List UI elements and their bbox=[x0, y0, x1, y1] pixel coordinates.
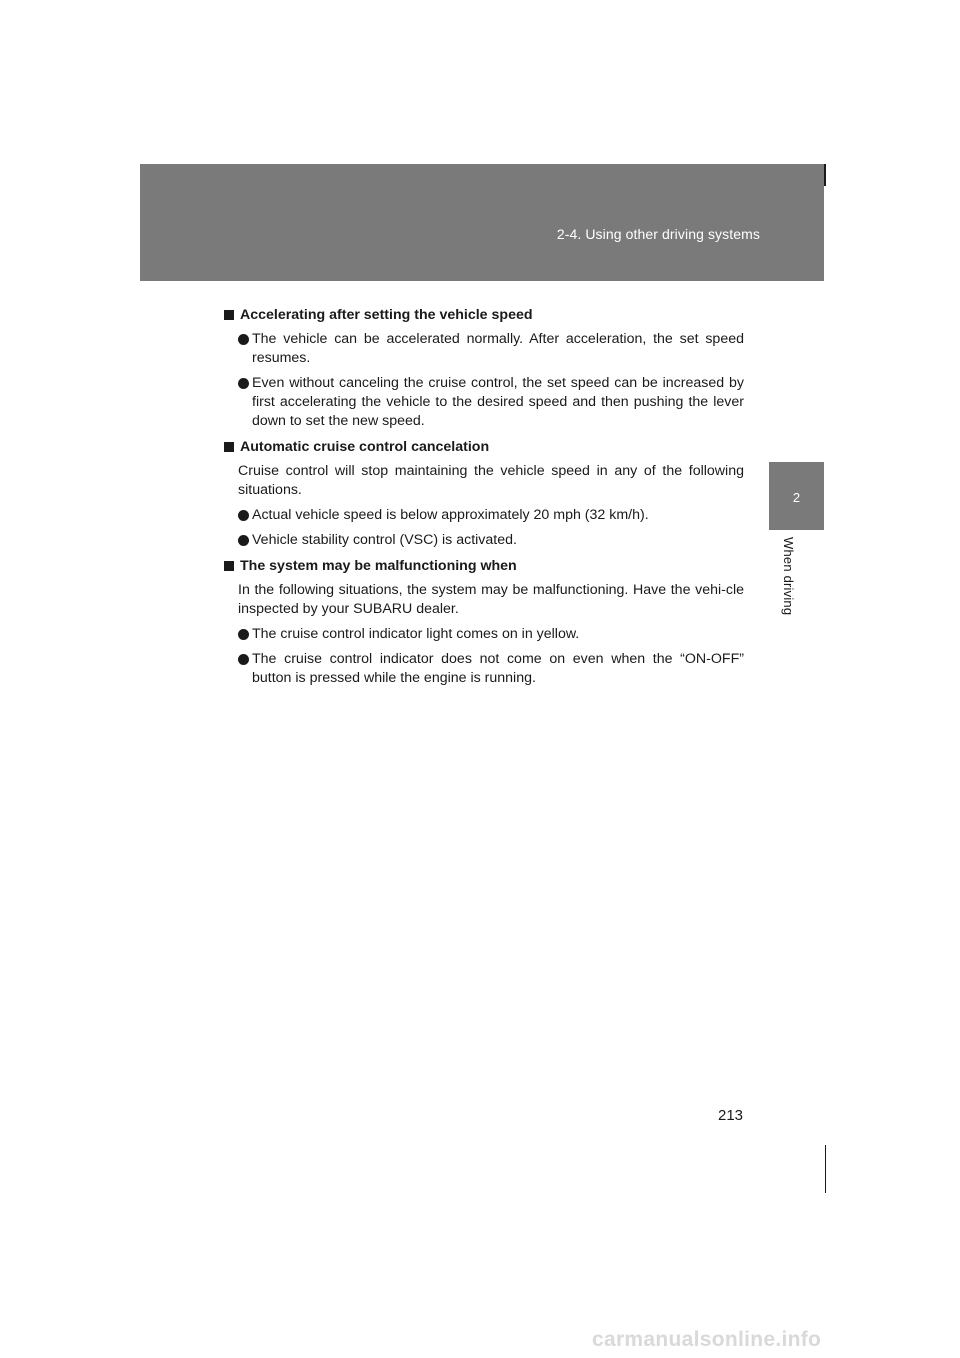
section-title: 2-4. Using other driving systems bbox=[556, 226, 760, 242]
watermark-text: carmanualsonline.info bbox=[592, 1328, 822, 1351]
section-heading: Automatic cruise control cancelation bbox=[224, 438, 744, 457]
section-block bbox=[224, 557, 744, 688]
chapter-label: When driving bbox=[781, 537, 796, 616]
page-content bbox=[224, 306, 744, 695]
round-bullet-icon bbox=[238, 654, 249, 665]
section-intro: In the following situations, the system may be malfunctioning. Have the vehi-cle inspected by your SUBARU dealer. bbox=[238, 582, 744, 617]
footer-rule bbox=[825, 1145, 826, 1193]
chapter-number: 2 bbox=[792, 490, 801, 505]
round-bullet-icon bbox=[238, 535, 249, 546]
section-heading: Accelerating after setting the vehicle speed bbox=[224, 306, 744, 325]
square-bullet-icon bbox=[224, 561, 234, 571]
bullet-item: Even without canceling the cruise control, the set speed can be increased by first accelerating the vehicle to the desired speed and then pushing the lever down to set the new speed. bbox=[224, 374, 744, 431]
bullet-item: Actual vehicle speed is below approximately 20 mph (32 km/h). bbox=[224, 506, 744, 525]
chapter-tab bbox=[769, 462, 824, 530]
bullet-item: The cruise control indicator does not come on even when the “ON-OFF” button is pressed while the engine is running. bbox=[224, 650, 744, 688]
bullet-item: The cruise control indicator light comes on in yellow. bbox=[224, 625, 744, 644]
corner-mark bbox=[824, 164, 826, 186]
header-band bbox=[140, 164, 824, 281]
section-intro: Cruise control will stop maintaining the vehicle speed in any of the following situations. bbox=[238, 463, 744, 498]
bullet-item: Vehicle stability control (VSC) is activated. bbox=[224, 531, 744, 550]
round-bullet-icon bbox=[238, 378, 249, 389]
square-bullet-icon bbox=[224, 442, 234, 452]
section-heading: The system may be malfunctioning when bbox=[224, 557, 744, 576]
bullet-item: The vehicle can be accelerated normally. After acceleration, the set speed resumes. bbox=[224, 330, 744, 368]
page-number: 213 bbox=[718, 1107, 744, 1124]
round-bullet-icon bbox=[238, 510, 249, 521]
round-bullet-icon bbox=[238, 629, 249, 640]
round-bullet-icon bbox=[238, 334, 249, 345]
section-block bbox=[224, 306, 744, 431]
square-bullet-icon bbox=[224, 310, 234, 320]
section-block bbox=[224, 438, 744, 550]
